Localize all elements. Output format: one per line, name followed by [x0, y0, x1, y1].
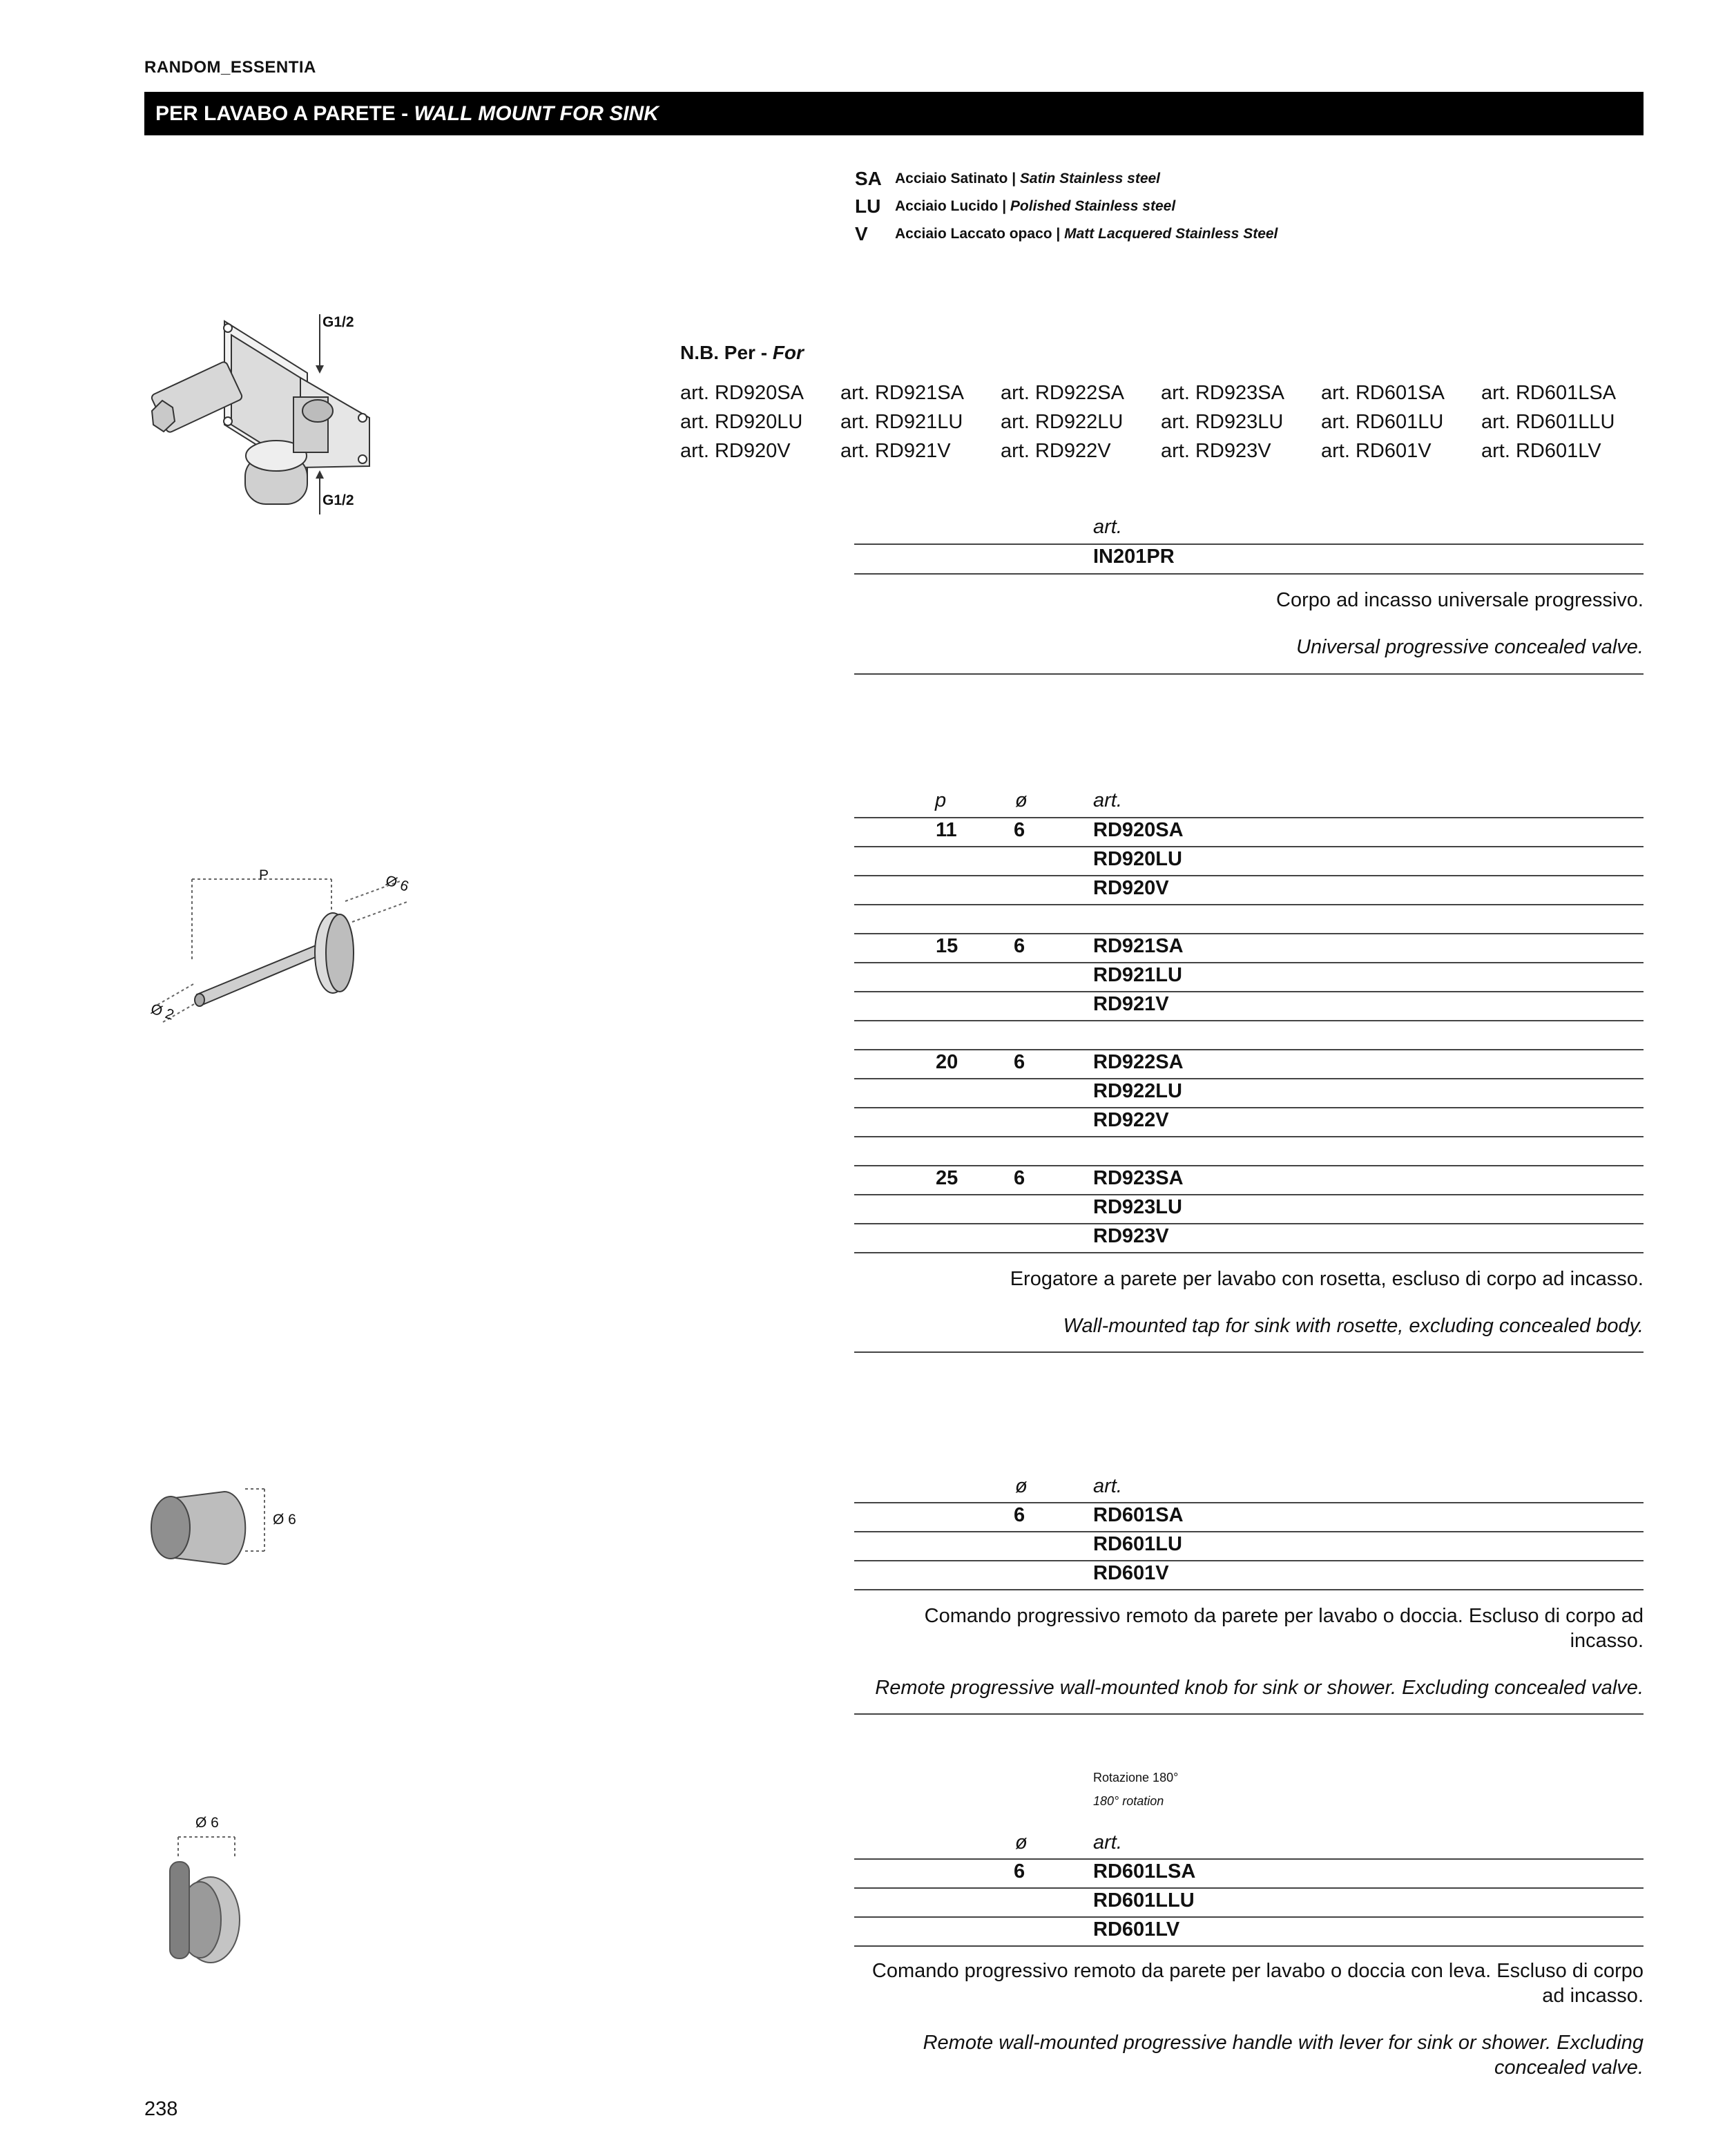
table-rule	[854, 1223, 1644, 1224]
finish-name-it: Acciaio Lucido |	[895, 198, 1010, 214]
diameter-value: 6	[1014, 1051, 1025, 1073]
finish-legend-row	[855, 193, 1175, 220]
note-article: art. RD920SA	[680, 382, 804, 404]
article-code: RD922LU	[1093, 1080, 1182, 1102]
description-it: Comando progressivo remoto da parete per lavabo o doccia. Escluso di corpo ad incasso.	[924, 1605, 1644, 1652]
concealed-valve-drawing	[142, 307, 390, 521]
article-code: RD920LU	[1093, 848, 1182, 870]
table-rule	[854, 1194, 1644, 1195]
note-label-it: N.B. Per -	[680, 342, 773, 363]
note-label	[680, 342, 804, 364]
finish-legend-row	[855, 165, 1160, 193]
article-code: RD601LV	[1093, 1918, 1180, 1941]
dimension-p-label: P	[259, 867, 269, 883]
dimension-p-value: 11	[936, 819, 957, 841]
diameter-value: 6	[1014, 1504, 1025, 1526]
column-header-diameter: ø	[1015, 1475, 1028, 1497]
note-article: art. RD923V	[1161, 440, 1271, 462]
note-article: art. RD601V	[1321, 440, 1432, 462]
finish-code: LU	[855, 195, 881, 217]
description-it: Corpo ad incasso universale progressivo.	[1276, 589, 1644, 611]
finish-name-en: Polished Stainless steel	[1010, 198, 1176, 214]
column-header-art: art.	[1093, 1831, 1122, 1854]
article-code: RD922SA	[1093, 1051, 1184, 1073]
note-article: art. RD601LU	[1321, 411, 1444, 433]
wall-spout-drawing	[145, 867, 421, 1039]
finish-code: V	[855, 223, 868, 244]
table-rule	[854, 1560, 1644, 1561]
table-rule	[854, 1502, 1644, 1503]
rotation-note-it: Rotazione 180°	[1093, 1771, 1179, 1784]
table-rule	[854, 1078, 1644, 1079]
note-article: art. RD601LV	[1481, 440, 1601, 462]
page-number: 238	[144, 2098, 178, 2120]
diameter-value: 6	[1014, 935, 1025, 957]
note-article: art. RD922V	[1001, 440, 1111, 462]
section-title-bar	[144, 92, 1644, 135]
description-en: Universal progressive concealed valve.	[1296, 636, 1644, 658]
finish-name-it: Acciaio Satinato |	[895, 171, 1020, 186]
finish-name-en: Matt Lacquered Stainless Steel	[1064, 226, 1278, 242]
article-code: IN201PR	[1093, 546, 1175, 568]
table-rule	[854, 1713, 1644, 1715]
note-article-grid	[680, 382, 1641, 469]
article-code: RD601V	[1093, 1562, 1169, 1584]
column-header-diameter: ø	[1015, 1831, 1028, 1854]
brand-title: RANDOM_ESSENTIA	[144, 58, 316, 77]
finish-description	[895, 171, 1160, 187]
note-article: art. RD601LSA	[1481, 382, 1617, 404]
article-code: RD601LLU	[1093, 1889, 1195, 1912]
note-article: art. RD921V	[840, 440, 951, 462]
finish-description	[895, 198, 1175, 215]
table-rule	[854, 1252, 1644, 1253]
article-code: RD923V	[1093, 1225, 1169, 1247]
description-en: Remote progressive wall-mounted knob for sink or shower. Excluding concealed valve.	[875, 1677, 1644, 1699]
table-rule	[854, 1589, 1644, 1590]
table-rule	[854, 904, 1644, 905]
column-header-art: art.	[1093, 516, 1122, 538]
note-article: art. RD922LU	[1001, 411, 1124, 433]
article-code: RD920SA	[1093, 819, 1184, 841]
table-rule	[854, 1887, 1644, 1889]
knob-drawing	[148, 1485, 273, 1575]
note-article: art. RD920V	[680, 440, 791, 462]
article-code: RD921LU	[1093, 964, 1182, 986]
table-rule	[854, 1107, 1644, 1108]
article-code: RD601LSA	[1093, 1860, 1196, 1883]
table-rule	[854, 673, 1644, 675]
article-code: RD601SA	[1093, 1504, 1184, 1526]
inlet-label-top: G1/2	[322, 314, 354, 330]
column-header-art: art.	[1093, 789, 1122, 811]
table-rule	[854, 1945, 1644, 1947]
article-code: RD923SA	[1093, 1167, 1184, 1189]
table-rule	[854, 962, 1644, 963]
note-article: art. RD920LU	[680, 411, 803, 433]
finish-name-en: Satin Stainless steel	[1019, 171, 1161, 186]
inlet-label-bottom: G1/2	[322, 492, 354, 508]
table-rule	[854, 846, 1644, 847]
table-rule	[854, 1020, 1644, 1021]
table-rule	[854, 933, 1644, 934]
dimension-p-value: 25	[936, 1167, 958, 1189]
article-code: RD922V	[1093, 1109, 1169, 1131]
note-article: art. RD921SA	[840, 382, 964, 404]
diameter-value: 6	[1014, 819, 1025, 841]
article-code: RD921V	[1093, 993, 1169, 1015]
knob-diameter-label: Ø 6	[273, 1512, 296, 1528]
note-label-en: For	[772, 342, 804, 363]
finish-code: SA	[855, 168, 882, 189]
table-rule	[854, 1136, 1644, 1137]
table-rule	[854, 875, 1644, 876]
note-article: art. RD922SA	[1001, 382, 1124, 404]
table-rule	[854, 1916, 1644, 1918]
note-article: art. RD923LU	[1161, 411, 1284, 433]
finish-legend-row	[855, 220, 1278, 248]
table-rule	[854, 543, 1644, 545]
table-rule	[854, 573, 1644, 575]
section-title-it: PER LAVABO A PARETE -	[155, 102, 414, 125]
lever-handle-drawing	[152, 1830, 276, 1968]
column-header-art: art.	[1093, 1475, 1122, 1497]
finish-name-it: Acciaio Laccato opaco |	[895, 226, 1065, 242]
diameter-value: 6	[1014, 1167, 1025, 1189]
table-rule	[854, 1049, 1644, 1050]
table-rule	[854, 1531, 1644, 1532]
description-en: Wall-mounted tap for sink with rosette, excluding concealed body.	[1063, 1315, 1644, 1337]
note-article: art. RD923SA	[1161, 382, 1284, 404]
diameter-value: 6	[1014, 1860, 1025, 1883]
table-rule	[854, 1165, 1644, 1166]
note-article: art. RD921LU	[840, 411, 963, 433]
table-rule	[854, 991, 1644, 992]
article-code: RD601LU	[1093, 1533, 1182, 1555]
table-rule	[854, 817, 1644, 818]
dimension-p-value: 20	[936, 1051, 958, 1073]
dimension-d2-label: Ø 2	[148, 1001, 176, 1023]
article-code: RD921SA	[1093, 935, 1184, 957]
table-rule	[854, 1858, 1644, 1860]
dimension-d6-label: Ø 6	[383, 872, 411, 895]
note-article: art. RD601SA	[1321, 382, 1445, 404]
description-en: Remote wall-mounted progressive handle with lever for sink or shower. Excluding concealed valve.	[923, 2032, 1644, 2079]
note-article: art. RD601LLU	[1481, 411, 1615, 433]
section-title-en: WALL MOUNT FOR SINK	[414, 102, 659, 125]
description-it: Comando progressivo remoto da parete per lavabo o doccia con leva. Escluso di corpo ad incasso.	[871, 1960, 1644, 2007]
article-code: RD923LU	[1093, 1196, 1182, 1218]
rotation-note-en: 180° rotation	[1093, 1794, 1164, 1808]
lever-diameter-label: Ø 6	[195, 1815, 219, 1831]
column-header-p: p	[935, 789, 947, 811]
dimension-p-value: 15	[936, 935, 958, 957]
finish-description	[895, 226, 1278, 242]
table-rule	[854, 1351, 1644, 1353]
article-code: RD920V	[1093, 877, 1169, 899]
column-header-diameter: ø	[1015, 789, 1028, 811]
description-it: Erogatore a parete per lavabo con rosetta, escluso di corpo ad incasso.	[1010, 1268, 1644, 1290]
